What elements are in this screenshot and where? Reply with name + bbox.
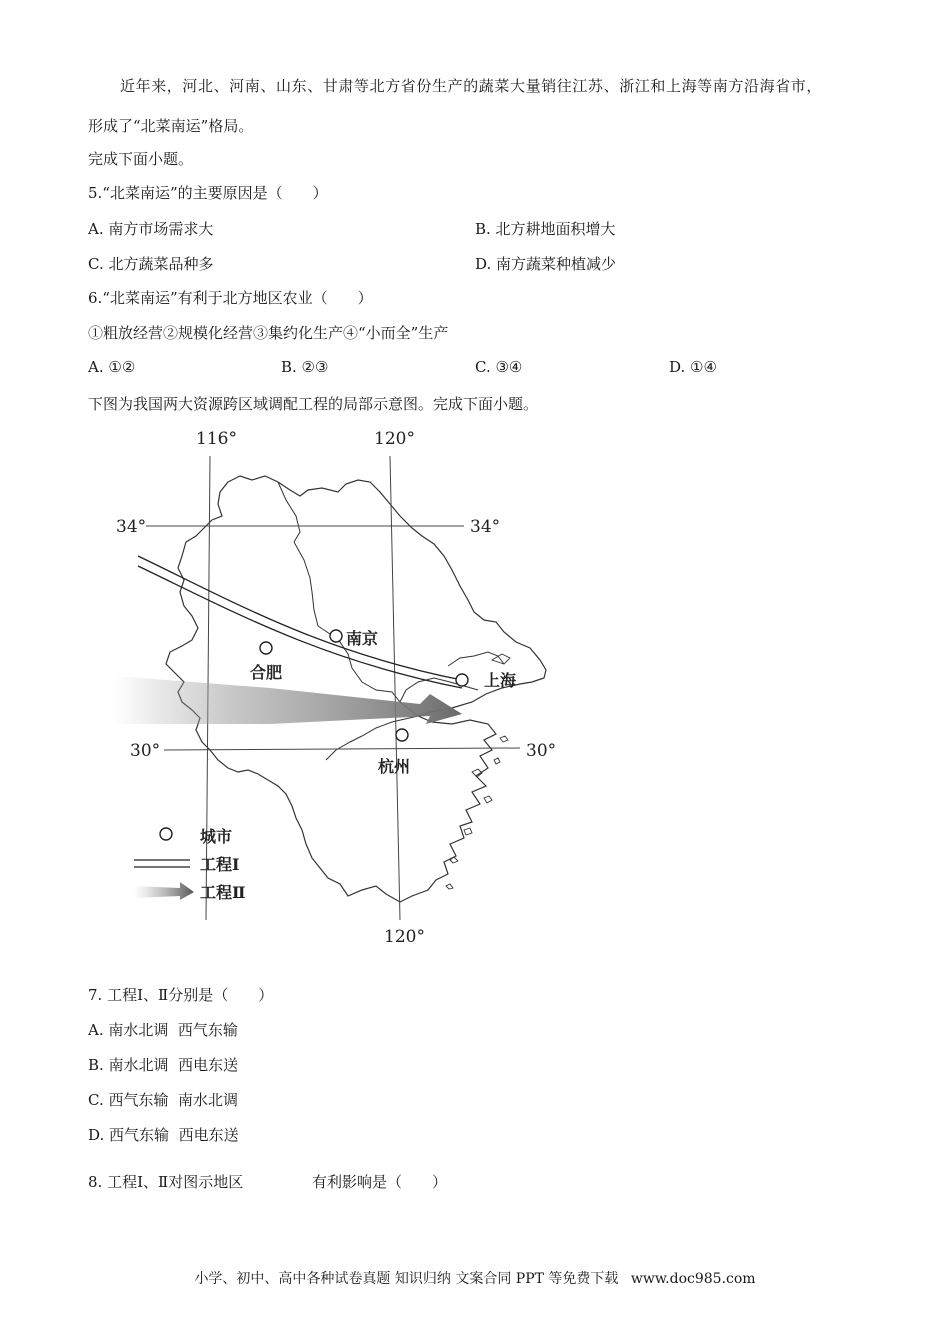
city-marker-hefei [260, 642, 272, 654]
yangtze-estuary [448, 652, 504, 666]
q8-stem-part2: 有利影响是（ ） [312, 1173, 448, 1191]
q5-option-c: C. 北方蔬菜品种多 [88, 255, 214, 273]
resource-transfer-map [100, 420, 580, 955]
q5-option-a: A. 南方市场需求大 [88, 220, 214, 238]
q7-stem: 7. 工程Ⅰ、Ⅱ分别是（ ） [88, 986, 274, 1004]
city-label-nanjing: 南京 [346, 629, 379, 648]
q7-option-a: A. 南水北调 西气东输 [88, 1021, 238, 1039]
legend-city-symbol [160, 828, 172, 840]
q8-stem-part1: 8. 工程Ⅰ、Ⅱ对图示地区 [88, 1173, 244, 1191]
q6-option-a: A. ①② [88, 358, 136, 376]
city-label-hangzhou: 杭州 [378, 757, 411, 776]
coastal-islands [446, 736, 508, 889]
q5-stem: 5.“北菜南运”的主要原因是（ ） [88, 184, 328, 202]
intro-line-2: 形成了“北菜南运”格局。 [88, 117, 254, 135]
q7-option-c: C. 西气东输 南水北调 [88, 1091, 239, 1109]
legend-project-1-label: 工程Ⅰ [200, 855, 240, 874]
map-intro: 下图为我国两大资源跨区域调配工程的局部示意图。完成下面小题。 [88, 395, 539, 413]
lat-label-30-right: 30° [526, 741, 557, 761]
city-marker-hangzhou [396, 729, 408, 741]
lat-label-30-left: 30° [130, 741, 161, 761]
lon-label-120-bottom: 120° [384, 927, 425, 947]
intro-line-1: 近年来，河北、河南、山东、甘肃等北方省份生产的蔬菜大量销往江苏、浙江和上海等南方沿海省市， [120, 77, 823, 95]
q5-option-b: B. 北方耕地面积增大 [475, 220, 616, 238]
q7-option-d: D. 西气东输 西电东送 [88, 1126, 239, 1144]
q6-option-b: B. ②③ [281, 358, 329, 376]
q6-items: ①粗放经营②规模化经营③集约化生产④“小而全”生产 [88, 324, 449, 342]
legend-city-label: 城市 [200, 827, 233, 846]
legend-project-2-label: 工程Ⅱ [200, 883, 246, 902]
q6-option-d: D. ①④ [669, 358, 717, 376]
project-1-line [138, 556, 462, 680]
lat-label-34-right: 34° [470, 517, 501, 537]
chongming-island [492, 654, 510, 664]
parallel-30 [164, 748, 520, 750]
intro-line-3: 完成下面小题。 [88, 150, 194, 168]
lon-label-116: 116° [196, 429, 237, 449]
q5-option-d: D. 南方蔬菜种植减少 [475, 255, 617, 273]
map-legend [134, 827, 246, 902]
q6-stem: 6.“北菜南运”有利于北方地区农业（ ） [88, 289, 373, 307]
q7-option-b: B. 南水北调 西电东送 [88, 1056, 239, 1074]
legend-project-2-symbol [134, 882, 194, 900]
lon-label-120-top: 120° [374, 429, 415, 449]
internal-boundary-3 [278, 482, 300, 542]
city-label-shanghai: 上海 [484, 671, 517, 690]
page-footer [0, 1268, 950, 1288]
lat-label-34-left: 34° [116, 517, 147, 537]
city-label-hefei: 合肥 [250, 663, 283, 682]
footer-text: 小学、初中、高中各种试卷真题 知识归纳 文案合同 PPT 等免费下载 [194, 1271, 619, 1287]
q6-option-c: C. ③④ [475, 358, 523, 376]
project-1-line-inner [138, 566, 462, 688]
project-2-arrow [114, 676, 462, 724]
city-marker-shanghai [456, 674, 468, 686]
footer-site-link[interactable]: www.doc985.com [630, 1271, 756, 1287]
city-marker-nanjing [330, 630, 342, 642]
